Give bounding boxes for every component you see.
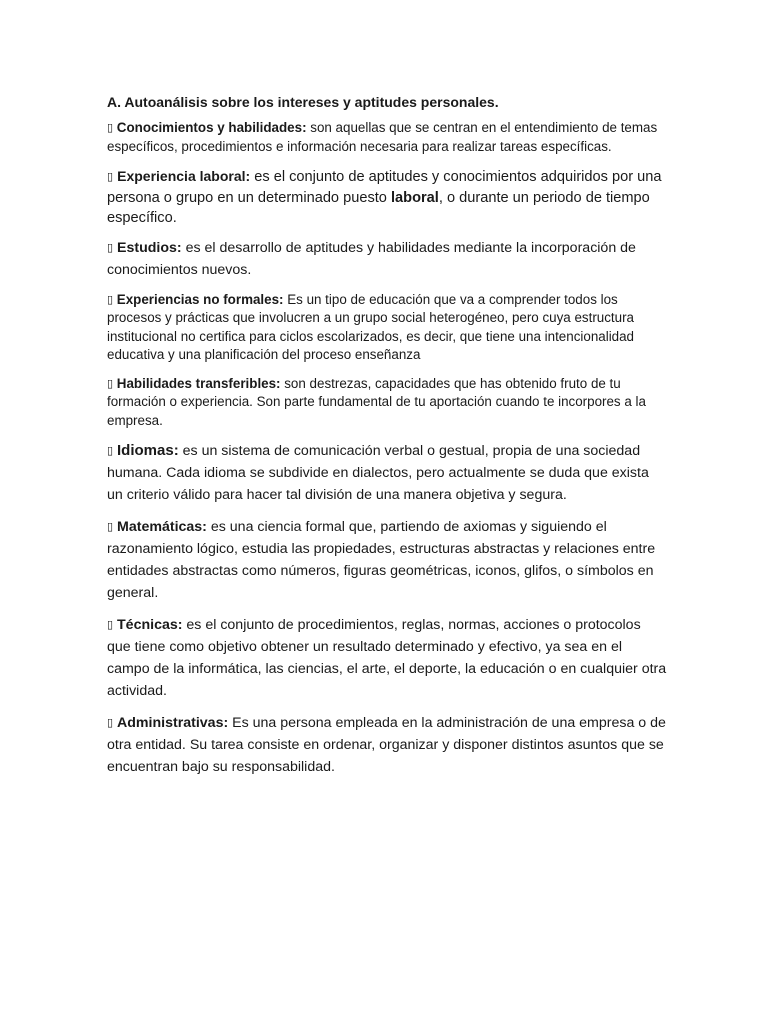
- entry-term: Experiencia laboral:: [117, 168, 251, 184]
- entry-term: Estudios:: [117, 239, 182, 256]
- entry-term: Habilidades transferibles:: [116, 375, 281, 391]
- entry-term: Experiencias no formales:: [116, 291, 284, 307]
- entry-text: es el conjunto de procedimientos, reglas, normas, acciones o protocolos que tiene como objetivo obtener un resultado determinado y efectivo, ya sea en el campo de la informática, las ciencias, el arte, el deporte, la educación o en cualquier otra actividad.: [107, 617, 667, 699]
- entry-term: Administrativas:: [117, 715, 229, 731]
- entry-matematicas: [107, 516, 667, 604]
- document-title: A. Autoanálisis sobre los intereses y aptitudes personales.: [107, 94, 499, 110]
- entry-estudios: [107, 237, 667, 281]
- entry-idiomas: [107, 440, 667, 506]
- missing-glyph-icon: ▯: [107, 121, 114, 134]
- entry-tecnicas: [107, 614, 667, 702]
- entry-text: Es un tipo de educación que va a comprender todos los procesos y prácticas que involucren a un grupo social heterogéneo, pero cuya estructura institucional no certifica para ciclos escolarizados, es decir, que tiene una intencionalidad educativa y una planificación del proceso enseñanza: [107, 291, 635, 362]
- entry-term: Conocimientos y habilidades:: [116, 120, 307, 135]
- missing-glyph-icon: ▯: [107, 444, 114, 457]
- entry-experiencias-no-formales: [107, 291, 667, 365]
- entry-conocimientos: [107, 119, 667, 156]
- entry-text: es el desarrollo de aptitudes y habilidades mediante la incorporación de conocimientos nuevos.: [107, 239, 636, 278]
- missing-glyph-icon: ▯: [107, 292, 114, 306]
- missing-glyph-icon: ▯: [107, 376, 114, 390]
- missing-glyph-icon: ▯: [107, 618, 114, 631]
- entry-text-after: , o durante un periodo de tiempo específico.: [107, 189, 650, 226]
- entry-text: es el conjunto de aptitudes y conocimientos adquiridos por una persona o grupo en un determinado puesto: [107, 169, 662, 206]
- entry-text: son destrezas, capacidades que has obtenido fruto de tu formación o experiencia. Son parte fundamental de tu aportación cuando te incorpores a la empresa.: [107, 375, 646, 428]
- missing-glyph-icon: ▯: [107, 240, 114, 254]
- entry-emphasis: laboral: [390, 189, 439, 206]
- entry-term: Matemáticas:: [117, 519, 207, 535]
- entry-administrativas: [107, 712, 667, 778]
- missing-glyph-icon: ▯: [107, 520, 114, 533]
- entry-text: es una ciencia formal que, partiendo de axiomas y siguiendo el razonamiento lógico, estudia las propiedades, estructuras abstractas y relaciones entre entidades abstractas como números, figuras geométricas, iconos, glifos, o símbolos en general.: [107, 519, 656, 601]
- entry-text: es un sistema de comunicación verbal o gestual, propia de una sociedad humana. Cada idioma se subdivide en dialectos, pero actualmente se duda que exista un criterio válido para hacer tal división de una manera objetiva y segura.: [107, 443, 649, 503]
- entry-habilidades-transferibles: [107, 375, 667, 431]
- document-page: [107, 93, 667, 778]
- missing-glyph-icon: ▯: [107, 170, 114, 183]
- entry-term: Técnicas:: [117, 617, 183, 633]
- entry-text: son aquellas que se centran en el entendimiento de temas específicos, procedimientos e información necesaria para realizar tareas específicas.: [107, 120, 658, 154]
- entry-text: Es una persona empleada en la administración de una empresa o de otra entidad. Su tarea consiste en ordenar, organizar y disponer distintos asuntos que se encuentran bajo su responsabilidad.: [107, 715, 666, 775]
- entry-experiencia-laboral: [107, 166, 667, 229]
- missing-glyph-icon: ▯: [107, 716, 114, 729]
- entry-term: Idiomas:: [117, 442, 179, 459]
